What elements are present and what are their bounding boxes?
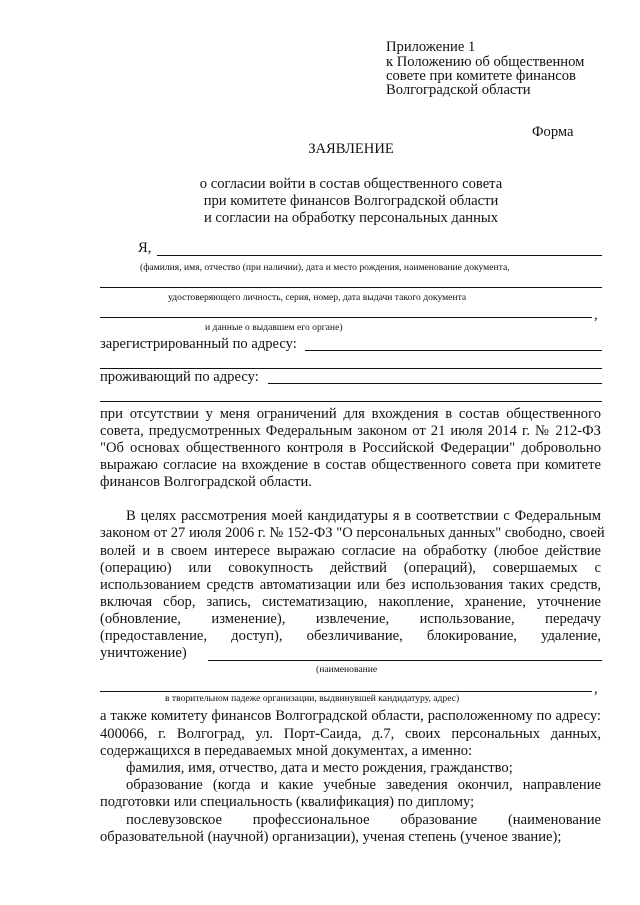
paragraph2-line-9: уничтожение): [100, 645, 187, 661]
residing-address-label: проживающий по адресу:: [100, 369, 259, 385]
paragraph2-line-2: законом от 27 июля 2006 г. № 152-ФЗ "О персональных данных" свободно, своей: [100, 525, 605, 541]
paragraph2-line-6: включая сбор, запись, систематизацию, накопление, хранение, уточнение: [100, 594, 601, 610]
paragraph1-line-5: финансов Волгоградской области.: [100, 474, 312, 490]
residing-address-line-2[interactable]: [100, 401, 602, 402]
item-education-line-1: образование (когда и какие учебные заведения окончил, направление: [126, 777, 601, 793]
paragraph1-line-4: выражаю согласие на вхождение в состав общественного совета при комитете: [100, 457, 601, 473]
registered-address-label: зарегистрированный по адресу:: [100, 336, 297, 352]
residing-address-line-1[interactable]: [268, 383, 602, 384]
paragraph3-line-3: содержащихся в передаваемых мной документах, а именно:: [100, 743, 473, 759]
appendix-line-2: к Положению об общественном: [386, 54, 585, 70]
issuer-field-comma: ,: [594, 307, 598, 323]
organization-field-hint-2: в творительном падеже организации, выдвинувшей кандидатуру, адрес): [165, 693, 460, 704]
paragraph2-line-3: волей и в своем интересе выражаю согласие на обработку (любое действие: [100, 543, 601, 559]
subtitle-line-2: при комитете финансов Волгоградской области: [203, 193, 499, 209]
form-label: Форма: [532, 124, 574, 140]
paragraph1-line-3: "Об основах общественного контроля в Российской Федерации" добровольно: [100, 440, 601, 456]
appendix-line-1: Приложение 1: [386, 39, 476, 55]
subtitle-line-1: о согласии войти в состав общественного совета: [199, 176, 503, 192]
paragraph3-line-1: а также комитету финансов Волгоградской области, расположенному по адресу:: [100, 708, 601, 724]
issuer-field-line[interactable]: [100, 317, 592, 318]
registered-address-line-1[interactable]: [305, 350, 602, 351]
paragraph3-line-2: 400066, г. Волгоград, ул. Порт-Саида, д.7, своих персональных данных,: [100, 726, 601, 742]
organization-field-comma: ,: [594, 681, 598, 697]
document-field-hint: удостоверяющего личность, серия, номер, дата выдачи такого документа: [168, 292, 467, 303]
item-education-line-2: подготовки или специальность (квалификация) по диплому;: [100, 794, 475, 810]
paragraph2-line-4: (операцию) или совокупность действий (операций), совершаемых с: [100, 560, 601, 576]
subtitle-line-3: и согласии на обработку персональных данных: [203, 210, 499, 226]
organization-field-line-1[interactable]: [208, 660, 602, 661]
organization-field-hint-1: (наименование: [316, 664, 378, 675]
ya-label: Я,: [138, 240, 152, 256]
paragraph2-line-1: В целях рассмотрения моей кандидатуры я в соответствии с Федеральным: [126, 508, 601, 524]
name-field-line[interactable]: [157, 255, 602, 256]
item-postgrad-line-2: образовательной (научной) организации), ученая степень (ученое звание);: [100, 829, 562, 845]
appendix-line-4: Волгоградской области: [386, 82, 531, 98]
paragraph1-line-1: при отсутствии у меня ограничений для вхождения в состав общественного: [100, 406, 601, 422]
document-field-line[interactable]: [100, 287, 602, 288]
paragraph2-line-8: (предоставление, доступ), обезличивание, блокирование, удаление,: [100, 628, 601, 644]
item-personal-info: фамилия, имя, отчество, дата и место рождения, гражданство;: [126, 760, 513, 776]
appendix-line-3: совете при комитете финансов: [386, 68, 576, 84]
paragraph1-line-2: совета, предусмотренных Федеральным законом от 21 июля 2014 г. № 212-ФЗ: [100, 423, 601, 439]
organization-field-line-2[interactable]: [100, 691, 592, 692]
item-postgrad-line-1: послевузовское профессиональное образование (наименование: [126, 812, 601, 828]
name-field-hint: (фамилия, имя, отчество (при наличии), дата и место рождения, наименование документа,: [140, 262, 510, 273]
paragraph2-line-7: (обновление, изменение), извлечение, использование, передачу: [100, 611, 601, 627]
issuer-field-hint: и данные о выдавшем его органе): [205, 322, 343, 333]
document-title: ЗАЯВЛЕНИЕ: [308, 141, 394, 157]
paragraph2-line-5: использованием средств автоматизации или без использования таких средств,: [100, 577, 601, 593]
